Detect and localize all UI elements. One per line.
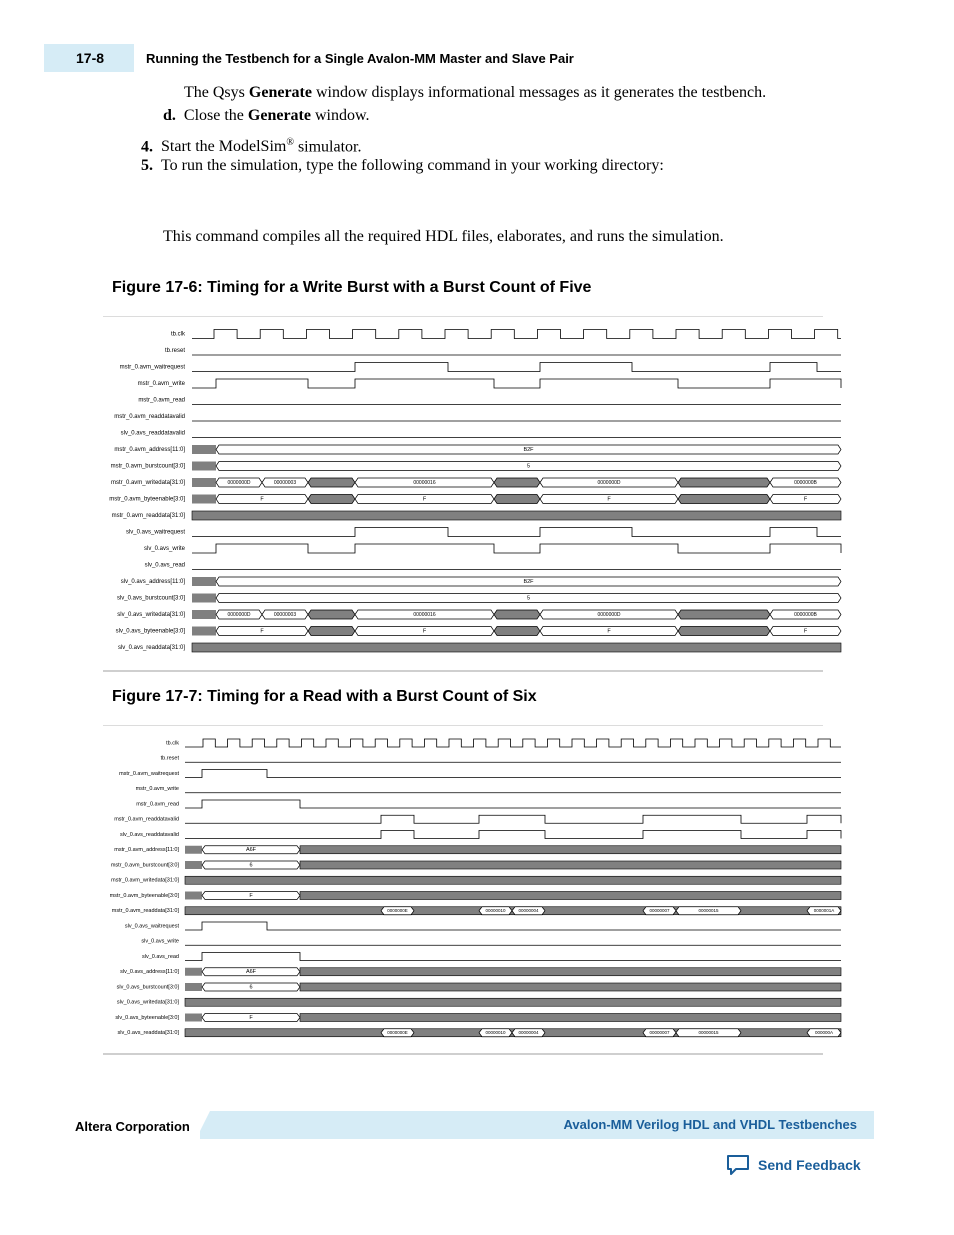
signal-name: slv_0.avs_writedata[31:0]	[116, 999, 179, 1006]
undefined-bus-segment	[494, 495, 540, 504]
bus-value: 6	[249, 862, 253, 869]
send-feedback-label: Send Feedback	[758, 1157, 861, 1173]
figure-7-bottom-rule	[103, 1053, 823, 1055]
clock-waveform	[185, 739, 841, 747]
undefined-bus-segment	[308, 627, 355, 636]
undefined-bus	[185, 968, 202, 976]
undefined-bus	[192, 627, 216, 636]
undefined-bus	[192, 462, 216, 471]
signal-name: mstr_0.avm_write	[135, 786, 179, 793]
signal-name: slv_0.avs_read	[142, 953, 179, 960]
readdata-value: 00000010	[485, 1029, 506, 1035]
signal-name: tb.reset	[160, 755, 179, 762]
undefined-bus-segment	[678, 478, 770, 487]
signal-name: slv_0.avs_readdatavalid	[119, 831, 179, 838]
writedata-value: 00000016	[413, 611, 436, 618]
signal-name: mstr_0.avm_byteenable[3:0]	[109, 892, 179, 899]
write-waveform	[192, 544, 841, 553]
signal-name: slv_0.avs_byteenable[3:0]	[115, 1014, 179, 1021]
signal-name: slv_0.avs_write	[143, 546, 185, 553]
signal-name: mstr_0.avm_writedata[31:0]	[111, 877, 179, 884]
byteenable-value: F	[260, 628, 264, 635]
clock-waveform	[192, 330, 841, 339]
undefined-bus	[192, 594, 216, 603]
readdata-value: 0000001A	[813, 907, 835, 913]
signal-name: slv_0.avs_write	[141, 938, 179, 945]
undefined-bus	[192, 610, 216, 619]
writedata-value: 0000000B	[794, 611, 817, 618]
writedata-value: 0000000D	[597, 479, 621, 486]
signal-name: mstr_0.avm_write	[137, 381, 185, 388]
writedata-value: 0000000D	[227, 611, 251, 618]
undefined-bus	[300, 861, 841, 869]
signal-name: mstr_0.avm_read	[138, 397, 185, 404]
bus-value: F	[249, 892, 253, 899]
footer-doc-title-link[interactable]: Avalon-MM Verilog HDL and VHDL Testbenches	[563, 1117, 857, 1132]
undefined-bus	[185, 876, 841, 884]
undefined-bus	[185, 892, 202, 900]
undefined-bus-segment	[494, 478, 540, 487]
signal-name: slv_0.avs_waitrequest	[124, 923, 179, 930]
read-waveform	[185, 953, 841, 961]
bus-value: 5	[526, 595, 531, 602]
signal-name: mstr_0.avm_read	[136, 801, 179, 808]
writedata-value: 00000003	[273, 611, 297, 618]
figure-7-top-rule	[103, 725, 823, 726]
signal-name: mstr_0.avm_waitrequest	[119, 770, 179, 777]
waitrequest-waveform	[185, 770, 841, 778]
byteenable-value: F	[422, 628, 427, 635]
bus-value: 6	[249, 984, 253, 991]
readdata-value: 00000004	[518, 1029, 539, 1035]
step-5: 5. To run the simulation, type the following command in your working directory:	[141, 157, 664, 174]
signal-name: mstr_0.avm_burstcount[3:0]	[110, 862, 179, 869]
figure-7-timing-diagram	[103, 728, 848, 1050]
write-waveform	[192, 379, 841, 388]
signal-name: mstr_0.avm_writedata[31:0]	[110, 480, 185, 487]
speech-bubble-icon	[726, 1154, 750, 1176]
bus-value: F	[249, 1014, 253, 1021]
writedata-value: 0000000B	[794, 479, 817, 486]
figure-6-top-rule	[103, 316, 823, 317]
undefined-bus	[192, 495, 216, 504]
undefined-bus	[185, 1014, 202, 1022]
byteenable-value: F	[607, 628, 611, 635]
byteenable-value: F	[803, 628, 808, 635]
undefined-bus-segment	[678, 495, 770, 504]
figure-7-title: Figure 17-7: Timing for a Read with a Burst Count of Six	[112, 688, 537, 705]
byteenable-value: F	[803, 496, 808, 503]
undefined-bus	[300, 968, 841, 976]
undefined-bus-segment	[308, 495, 355, 504]
paragraph-generate: The Qsys Generate window displays informational messages as it generates the testbench.	[184, 84, 767, 101]
readdata-value: 00000007	[649, 907, 670, 913]
signal-name: mstr_0.avm_address[11:0]	[114, 447, 185, 454]
readdatavalid-waveform	[185, 831, 841, 839]
undefined-bus	[185, 983, 202, 991]
bus-value: B2F	[523, 578, 534, 585]
undefined-bus	[192, 577, 216, 586]
signal-name: slv_0.avs_readdata[31:0]	[117, 1030, 179, 1037]
readdatavalid-waveform	[185, 815, 841, 823]
byteenable-value: F	[607, 496, 611, 503]
byteenable-value: F	[260, 496, 264, 503]
signal-name: mstr_0.avm_address[11:0]	[114, 847, 179, 854]
readdata-value: 0000000E	[387, 1029, 408, 1035]
readdata-value: 000000A	[814, 1029, 834, 1035]
figure-6-timing-diagram	[103, 318, 848, 668]
readdata-value: 0000000E	[387, 907, 408, 913]
signal-name: mstr_0.avm_readdatavalid	[114, 414, 185, 421]
undefined-bus-segment	[308, 478, 355, 487]
readdata-value: 00000010	[485, 907, 506, 913]
signal-name: slv_0.avs_readdatavalid	[120, 430, 185, 437]
undefined-bus-segment	[678, 610, 770, 619]
byteenable-value: F	[422, 496, 427, 503]
step-d: d. Close the Generate window.	[163, 107, 370, 124]
read-waveform	[185, 800, 841, 808]
signal-name: slv_0.avs_address[11:0]	[120, 969, 179, 976]
waitrequest-waveform	[185, 922, 841, 930]
bus-value: A6F	[245, 847, 257, 854]
readdata-value: 00000007	[649, 1029, 670, 1035]
signal-name: slv_0.avs_byteenable[3:0]	[115, 628, 185, 635]
undefined-bus	[185, 861, 202, 869]
undefined-bus	[192, 643, 841, 652]
signal-name: mstr_0.avm_readdata[31:0]	[111, 513, 185, 520]
send-feedback-link[interactable]	[726, 1154, 861, 1176]
bus-value: A6F	[245, 969, 257, 976]
signal-name: slv_0.avs_readdata[31:0]	[117, 645, 185, 652]
signal-name: mstr_0.avm_readdata[31:0]	[111, 908, 179, 915]
writedata-value: 0000000D	[227, 479, 251, 486]
undefined-bus	[300, 892, 841, 900]
writedata-value: 00000016	[413, 479, 436, 486]
undefined-bus-segment	[494, 627, 540, 636]
undefined-bus-segment	[308, 610, 355, 619]
undefined-bus	[185, 998, 841, 1006]
figure-6-bottom-rule	[103, 670, 823, 672]
signal-name: tb.clk	[170, 331, 185, 338]
undefined-bus	[192, 511, 841, 520]
footer-band-notch	[196, 1111, 210, 1139]
undefined-bus	[185, 846, 202, 854]
readdata-value: 00000015	[698, 907, 719, 913]
undefined-bus	[192, 445, 216, 454]
waitrequest-waveform	[192, 363, 841, 372]
running-title: Running the Testbench for a Single Avalon-MM Master and Slave Pair	[146, 51, 574, 66]
undefined-bus-segment	[494, 610, 540, 619]
readdata-value: 00000015	[698, 1029, 719, 1035]
step-4: 4. Start the ModelSim® simulator.	[141, 137, 362, 156]
signal-name: slv_0.avs_address[11:0]	[120, 579, 185, 586]
bus-value: B2F	[523, 446, 534, 453]
paragraph-compile: This command compiles all the required HDL files, elaborates, and runs the simulation.	[163, 228, 724, 245]
signal-name: slv_0.avs_burstcount[3:0]	[116, 984, 179, 991]
signal-name: mstr_0.avm_readdatavalid	[114, 816, 179, 823]
signal-name: tb.reset	[164, 348, 185, 355]
undefined-bus	[300, 1014, 841, 1022]
footer-company: Altera Corporation	[75, 1119, 190, 1134]
signal-name: slv_0.avs_read	[144, 562, 185, 569]
undefined-bus	[300, 983, 841, 991]
undefined-bus-segment	[678, 627, 770, 636]
signal-name: slv_0.avs_burstcount[3:0]	[116, 595, 185, 602]
readdata-value: 00000004	[518, 907, 539, 913]
bus-value: 5	[526, 463, 531, 470]
signal-name: mstr_0.avm_burstcount[3:0]	[110, 463, 185, 470]
signal-name: mstr_0.avm_waitrequest	[119, 364, 185, 371]
waitrequest-waveform	[192, 528, 841, 537]
writedata-value: 0000000D	[597, 611, 621, 618]
signal-name: tb.clk	[166, 740, 179, 747]
page-number: 17-8	[76, 50, 105, 66]
signal-name: slv_0.avs_waitrequest	[125, 529, 185, 536]
signal-name: slv_0.avs_writedata[31:0]	[117, 612, 185, 619]
undefined-bus	[192, 478, 216, 487]
signal-name: mstr_0.avm_byteenable[3:0]	[109, 496, 185, 503]
writedata-value: 00000003	[273, 479, 297, 486]
figure-6-title: Figure 17-6: Timing for a Write Burst with a Burst Count of Five	[112, 279, 592, 296]
undefined-bus	[300, 846, 841, 854]
